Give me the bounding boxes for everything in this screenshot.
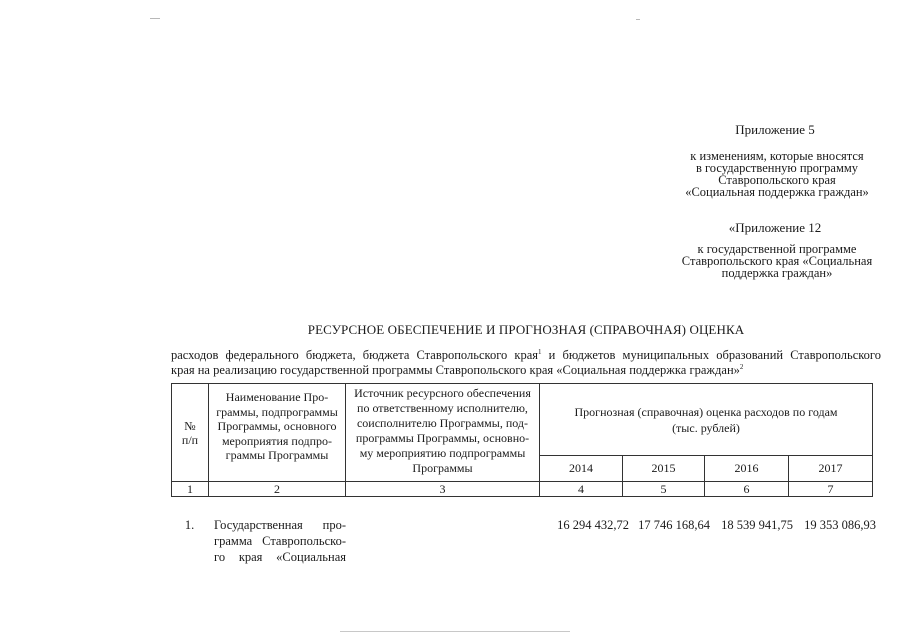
- appendix-12-note-line: к государственной программе: [697, 242, 857, 256]
- appendix-12-note-line: поддержка граждан»: [721, 266, 833, 280]
- header-cell-name: [209, 384, 346, 482]
- header-name-line: граммы Программы: [225, 448, 329, 462]
- column-number: 4: [540, 482, 623, 497]
- appendix-5-note-line: «Социальная поддержка граждан»: [685, 185, 869, 199]
- appendix-5-note-line: к изменениям, которые вносятся: [690, 149, 864, 163]
- column-number: 5: [623, 482, 705, 497]
- column-number-row: [172, 482, 873, 497]
- appendix-5-note-line: в государственную программу: [695, 161, 859, 175]
- header-source-line: му мероприятию подпрограммы: [359, 446, 526, 460]
- program-name-line: го края «Социальная: [214, 550, 346, 564]
- subtitle-line-1: [171, 346, 881, 361]
- scan-speck: [636, 19, 640, 20]
- resource-table: [171, 383, 873, 497]
- header-source-line: программы Программы, основно-: [355, 431, 530, 445]
- scan-speck: [150, 18, 160, 19]
- scan-speck: [340, 631, 570, 632]
- header-cell-number: [172, 384, 209, 482]
- program-name-line: грамма Ставропольско-: [214, 534, 346, 548]
- column-number: 6: [705, 482, 789, 497]
- document-title: РЕСУРСНОЕ ОБЕСПЕЧЕНИЕ И ПРОГНОЗНАЯ (СПРАВОЧНАЯ) ОЦЕНКА: [307, 322, 745, 337]
- row-number: 1.: [184, 518, 195, 532]
- appendix-5-note: [666, 150, 888, 198]
- header-name-line: мероприятия подпро-: [221, 433, 333, 448]
- column-number: 1: [172, 482, 209, 497]
- value-2014: 16 294 432,72: [557, 518, 629, 532]
- column-number: 2: [209, 482, 346, 497]
- program-name: [214, 517, 346, 565]
- value-2015: 17 746 168,64: [638, 518, 710, 532]
- value-2017: 19 353 086,93: [804, 518, 876, 532]
- document-subtitle: [171, 346, 881, 376]
- header-name-line: граммы, подпрограммы: [216, 404, 338, 419]
- footnote-marker: 1: [538, 348, 542, 356]
- header-name-line: Наименование Про-: [225, 390, 329, 404]
- header-cell-source: [346, 384, 540, 482]
- appendix-5-note-line: Ставропольского края: [718, 173, 836, 187]
- subtitle-text-part-1: расходов федерального бюджета, бюджета Ставропольского края: [171, 348, 539, 362]
- appendix-5-heading: Приложение 5: [735, 122, 815, 137]
- header-cell-forecast: [540, 384, 873, 456]
- header-number-label: № п/п: [181, 418, 199, 447]
- subtitle-text-part-2: и бюджетов муниципальных образований Ставропольского: [541, 348, 881, 362]
- header-source-line: Источник ресурсного обеспечения: [354, 386, 531, 400]
- program-name-line: Государственная про-: [214, 518, 346, 532]
- appendix-12-note-line: Ставропольского края «Социальная: [681, 254, 873, 268]
- column-number: 3: [346, 482, 540, 497]
- appendix-12-note: [666, 243, 888, 279]
- header-name-line: Программы, основного: [217, 419, 337, 433]
- column-number: 7: [789, 482, 873, 497]
- header-year-2014: 2014: [540, 456, 623, 482]
- header-year-2015: 2015: [623, 456, 705, 482]
- value-2016: 18 539 941,75: [721, 518, 793, 532]
- header-year-2017: 2017: [789, 456, 873, 482]
- subtitle-line-2: края на реализацию государственной программы Ставропольского края «Социальная поддержка граждан»: [171, 363, 740, 377]
- header-source-line: соисполнителю Программы, под-: [356, 416, 529, 430]
- header-year-2016: 2016: [705, 456, 789, 482]
- header-forecast-line: (тыс. рублей): [672, 420, 740, 435]
- footnote-marker: 2: [739, 363, 744, 371]
- header-source-line: Программы: [412, 461, 473, 475]
- header-forecast-line: Прогнозная (справочная) оценка расходов по годам: [574, 404, 838, 419]
- appendix-12-heading: «Приложение 12: [728, 220, 822, 235]
- header-source-line: по ответственному исполнителю,: [357, 401, 528, 415]
